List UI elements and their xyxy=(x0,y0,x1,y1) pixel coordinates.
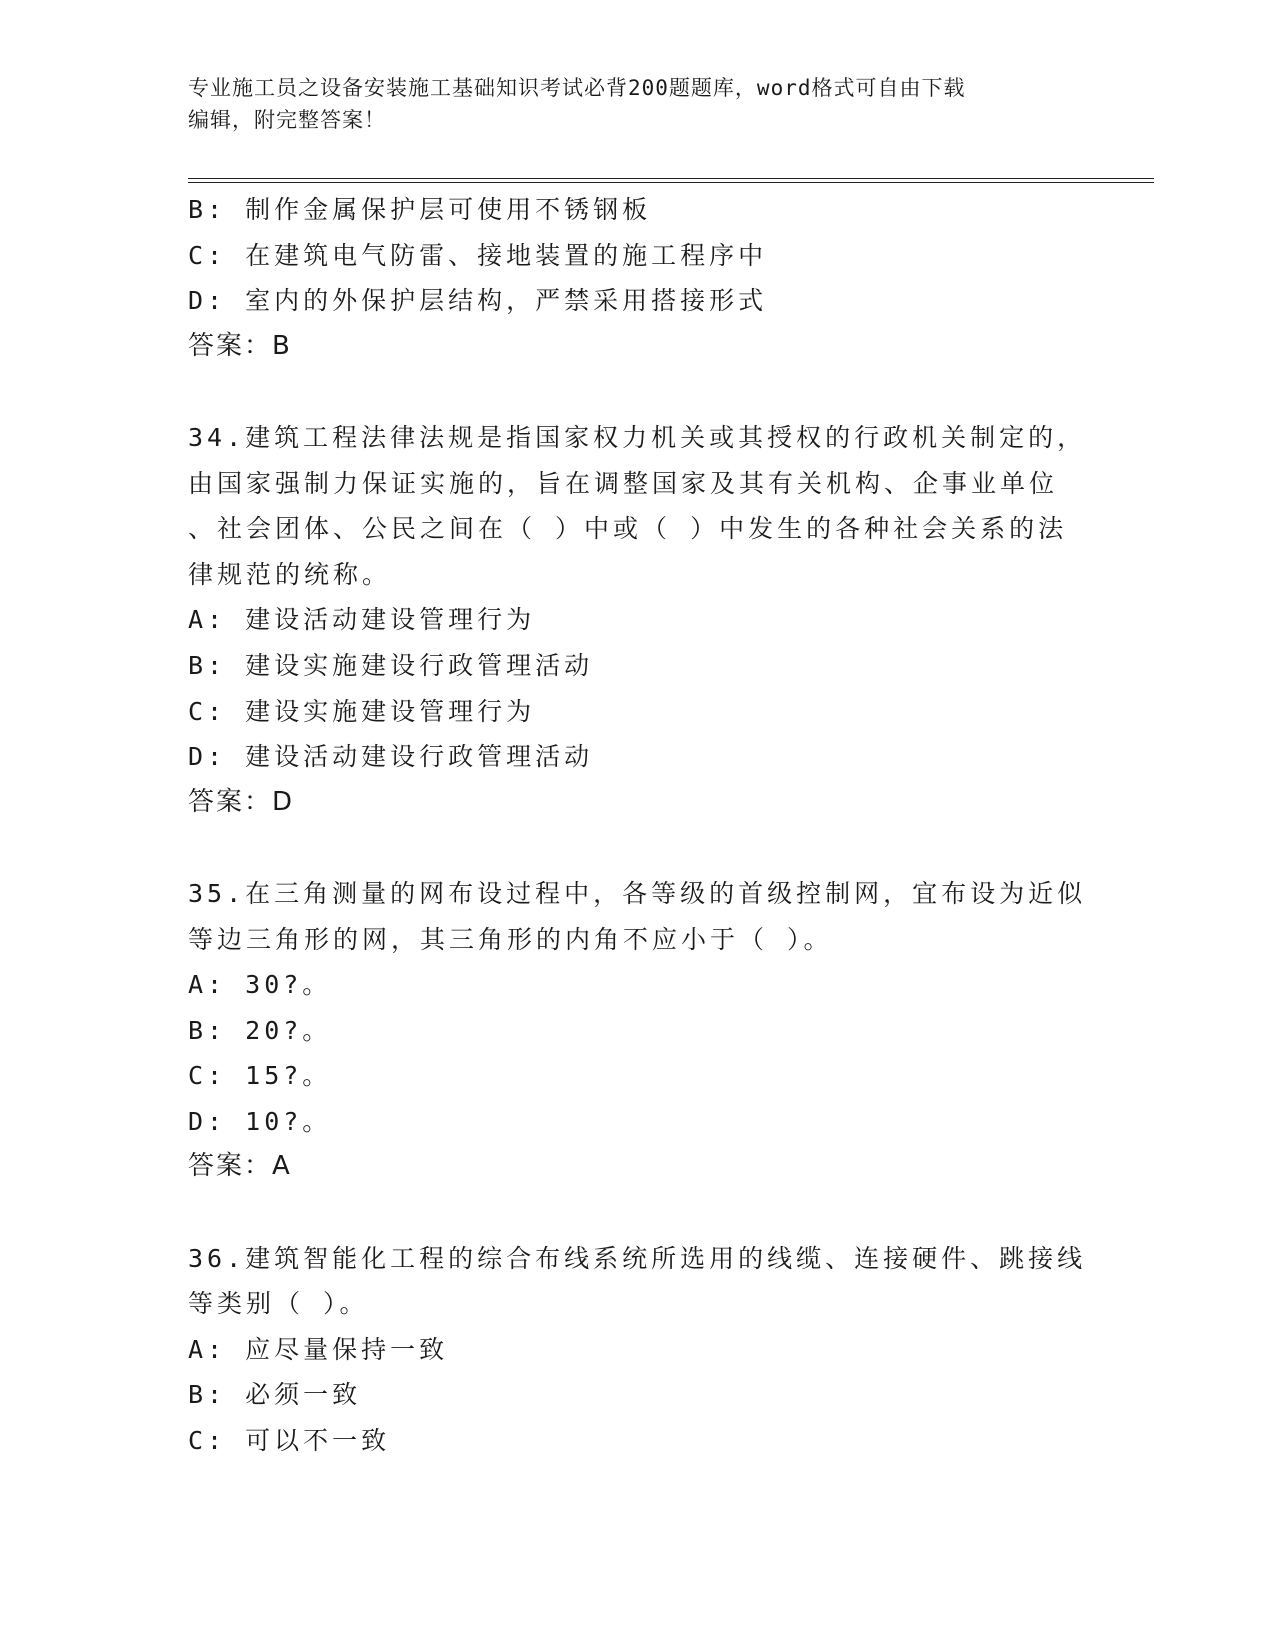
option-d: D: 建设活动建设行政管理活动 xyxy=(188,742,594,772)
answer-label: 答案：D xyxy=(188,786,295,817)
option-a: A: 应尽量保持一致 xyxy=(188,1334,449,1364)
document-header xyxy=(188,72,1078,136)
question-stem-line: 34.建筑工程法律法规是指国家权力机关或其授权的行政机关制定的， xyxy=(188,422,1087,452)
question-33 xyxy=(188,187,1088,369)
option-d: D: 室内的外保护层结构，严禁采用搭接形式 xyxy=(188,286,768,316)
option-a: A: 建设活动建设管理行为 xyxy=(188,605,536,635)
option-b: B: 制作金属保护层可使用不锈钢板 xyxy=(188,195,652,224)
option-b: B: 20?。 xyxy=(188,1015,332,1045)
answer-label: 答案：B xyxy=(188,330,292,361)
question-stem-line: 、社会团体、公民之间在（ ）中或（ ）中发生的各种社会关系的法 xyxy=(188,514,1068,544)
spacer xyxy=(188,825,1088,871)
question-stem-line: 等边三角形的网，其三角形的内角不应小于（ ）。 xyxy=(188,924,833,954)
option-d: D: 10?。 xyxy=(188,1106,332,1136)
question-35 xyxy=(188,871,1088,1190)
answer-label: 答案：A xyxy=(188,1151,292,1182)
option-c: C: 可以不一致 xyxy=(188,1426,391,1456)
spacer xyxy=(188,369,1088,415)
header-title-line-2: 编辑，附完整答案！ xyxy=(188,108,386,132)
spacer xyxy=(188,1190,1088,1236)
header-divider xyxy=(188,178,1154,183)
question-stem-line: 律规范的统称。 xyxy=(188,559,392,589)
header-title-line-1: 专业施工员之设备安装施工基础知识考试必背200题题库，word格式可自由下载 xyxy=(188,76,966,100)
option-c: C: 在建筑电气防雷、接地装置的施工程序中 xyxy=(188,240,768,270)
option-a: A: 30?。 xyxy=(188,970,332,1000)
question-stem-line: 35.在三角测量的网布设过程中，各等级的首级控制网，宜布设为近似 xyxy=(188,878,1087,908)
option-c: C: 建设实施建设管理行为 xyxy=(188,696,536,726)
question-stem-line: 由国家强制力保证实施的，旨在调整国家及其有关机构、企事业单位 xyxy=(188,468,1059,498)
option-b: B: 建设实施建设行政管理活动 xyxy=(188,650,594,680)
option-b: B: 必须一致 xyxy=(188,1380,362,1410)
question-list xyxy=(188,187,1088,1464)
question-36 xyxy=(188,1236,1088,1464)
question-34 xyxy=(188,415,1088,825)
question-stem-line: 36.建筑智能化工程的综合布线系统所选用的线缆、连接硬件、跳接线 xyxy=(188,1243,1087,1273)
option-c: C: 15?。 xyxy=(188,1061,332,1091)
question-stem-line: 等类别（ ）。 xyxy=(188,1289,369,1319)
